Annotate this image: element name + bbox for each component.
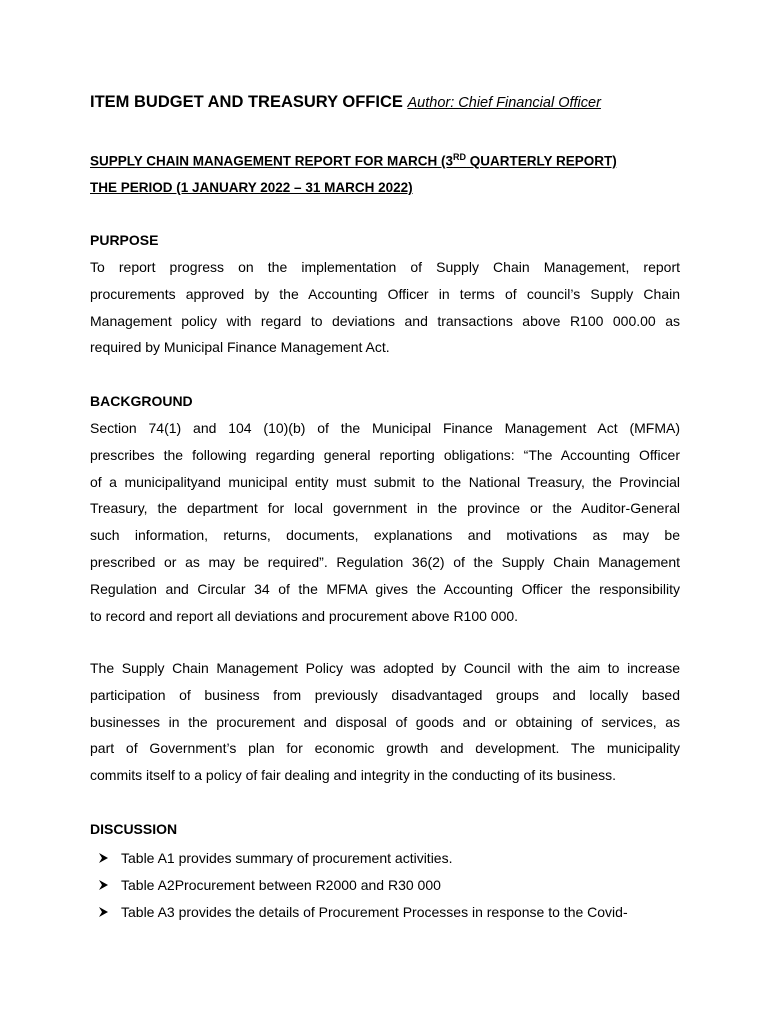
background-paragraph-1 — [90, 415, 680, 629]
author-line: Author: Chief Financial Officer — [407, 95, 601, 111]
paragraph-line: Regulation and Circular 34 of the MFMA gives the Accounting Officer the responsibility — [90, 580, 680, 597]
paragraph-line: Management policy with regard to deviations and transactions above R100 000.00 as — [90, 312, 680, 329]
list-item — [98, 899, 628, 926]
list-item — [98, 845, 628, 872]
item-title: ITEM BUDGET AND TREASURY OFFICE — [90, 93, 403, 111]
paragraph-line: prescribed or as may be required”. Regulation 36(2) of the Supply Chain Management — [90, 553, 680, 570]
arrowhead-bullet-icon — [98, 879, 109, 891]
paragraph-line: participation of business from previously disadvantaged groups and locally based — [90, 686, 680, 703]
discussion-list — [98, 845, 628, 925]
report-heading-text: SUPPLY CHAIN MANAGEMENT REPORT FOR MARCH (3 — [90, 153, 454, 169]
paragraph-line: of a municipalityand municipal entity must submit to the National Treasury, the Provincial — [90, 473, 680, 490]
report-heading-line-1 — [90, 152, 617, 169]
arrowhead-bullet-icon — [98, 906, 109, 918]
paragraph-line: prescribes the following regarding general reporting obligations: “The Accounting Officer — [90, 446, 680, 463]
paragraph-line: procurements approved by the Accounting Officer in terms of council’s Supply Chain — [90, 285, 680, 302]
paragraph-line: The Supply Chain Management Policy was adopted by Council with the aim to increase — [90, 660, 680, 676]
discussion-heading: DISCUSSION — [90, 821, 178, 837]
purpose-heading: PURPOSE — [90, 232, 159, 248]
paragraph-line: commits itself to a policy of fair dealing and integrity in the conducting of its business. — [90, 767, 617, 784]
purpose-paragraph — [90, 254, 680, 361]
paragraph-line: Treasury, the department for local government in the province or the Auditor-General — [90, 500, 680, 517]
list-item-text: Table A2Procurement between R2000 and R30 000 — [121, 876, 441, 893]
document-title — [90, 93, 601, 112]
arrowhead-bullet-icon — [98, 852, 109, 864]
paragraph-line: businesses in the procurement and disposal of goods and or obtaining of services, as — [90, 713, 680, 730]
paragraph-line: part of Government’s plan for economic growth and development. The municipality — [90, 740, 680, 757]
paragraph-line: To report progress on the implementation of Supply Chain Management, report — [90, 259, 680, 275]
paragraph-line: Section 74(1) and 104 (10)(b) of the Municipal Finance Management Act (MFMA) — [90, 420, 680, 436]
paragraph-line: required by Municipal Finance Management Act. — [90, 339, 390, 356]
list-item-text: Table A1 provides summary of procurement activities. — [121, 850, 453, 866]
list-item-text: Table A3 provides the details of Procurement Processes in response to the Covid- — [121, 903, 628, 920]
list-item — [98, 872, 628, 899]
paragraph-line: to record and report all deviations and procurement above R100 000. — [90, 607, 519, 624]
report-heading-superscript: RD — [453, 152, 467, 162]
report-heading-text-end: QUARTERLY REPORT) — [466, 153, 617, 169]
paragraph-line: such information, returns, documents, explanations and motivations as may be — [90, 527, 680, 544]
background-heading: BACKGROUND — [90, 393, 193, 409]
report-period-heading: THE PERIOD (1 JANUARY 2022 – 31 MARCH 2022) — [90, 180, 413, 195]
background-paragraph-2 — [90, 655, 680, 789]
